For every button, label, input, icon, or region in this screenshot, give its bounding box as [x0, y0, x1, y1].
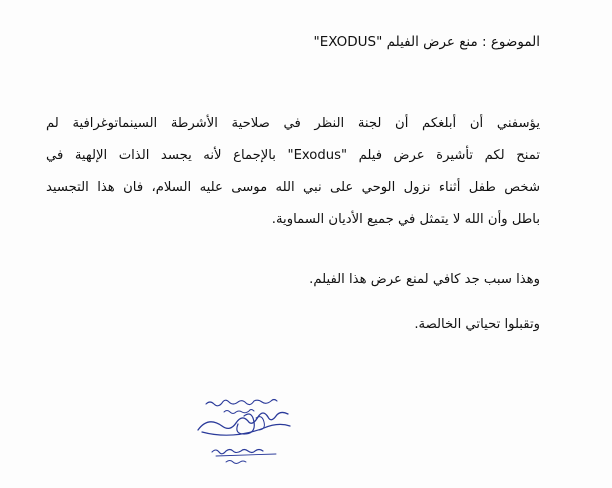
- letter-reason: وهذا سبب جد كافي لمنع عرض هذا الفيلم.: [309, 272, 540, 287]
- signature-stamp: [186, 382, 302, 472]
- letter-closing: وتقبلوا تحياتي الخالصة.: [414, 317, 540, 332]
- letter-body: [46, 108, 540, 236]
- body-line: شخص طفل أثناء نزول الوحي على نبي الله موسى عليه السلام، فان هذا التجسيد: [46, 180, 540, 195]
- body-line: يؤسفني أن أبلغكم أن لجنة النظر في صلاحية الأشرطة السينماتوغرافية لم: [46, 116, 540, 131]
- letter-subject: الموضوع : منع عرض الفيلم "EXODUS": [313, 34, 540, 50]
- body-line: تمنح لكم تأشيرة عرض فيلم "Exodus" بالإجماع لأنه يجسد الذات الإلهية في: [46, 148, 540, 163]
- body-line: باطل وأن الله لا يتمثل في جميع الأديان السماوية.: [271, 212, 540, 227]
- signature-drawing: [186, 382, 302, 472]
